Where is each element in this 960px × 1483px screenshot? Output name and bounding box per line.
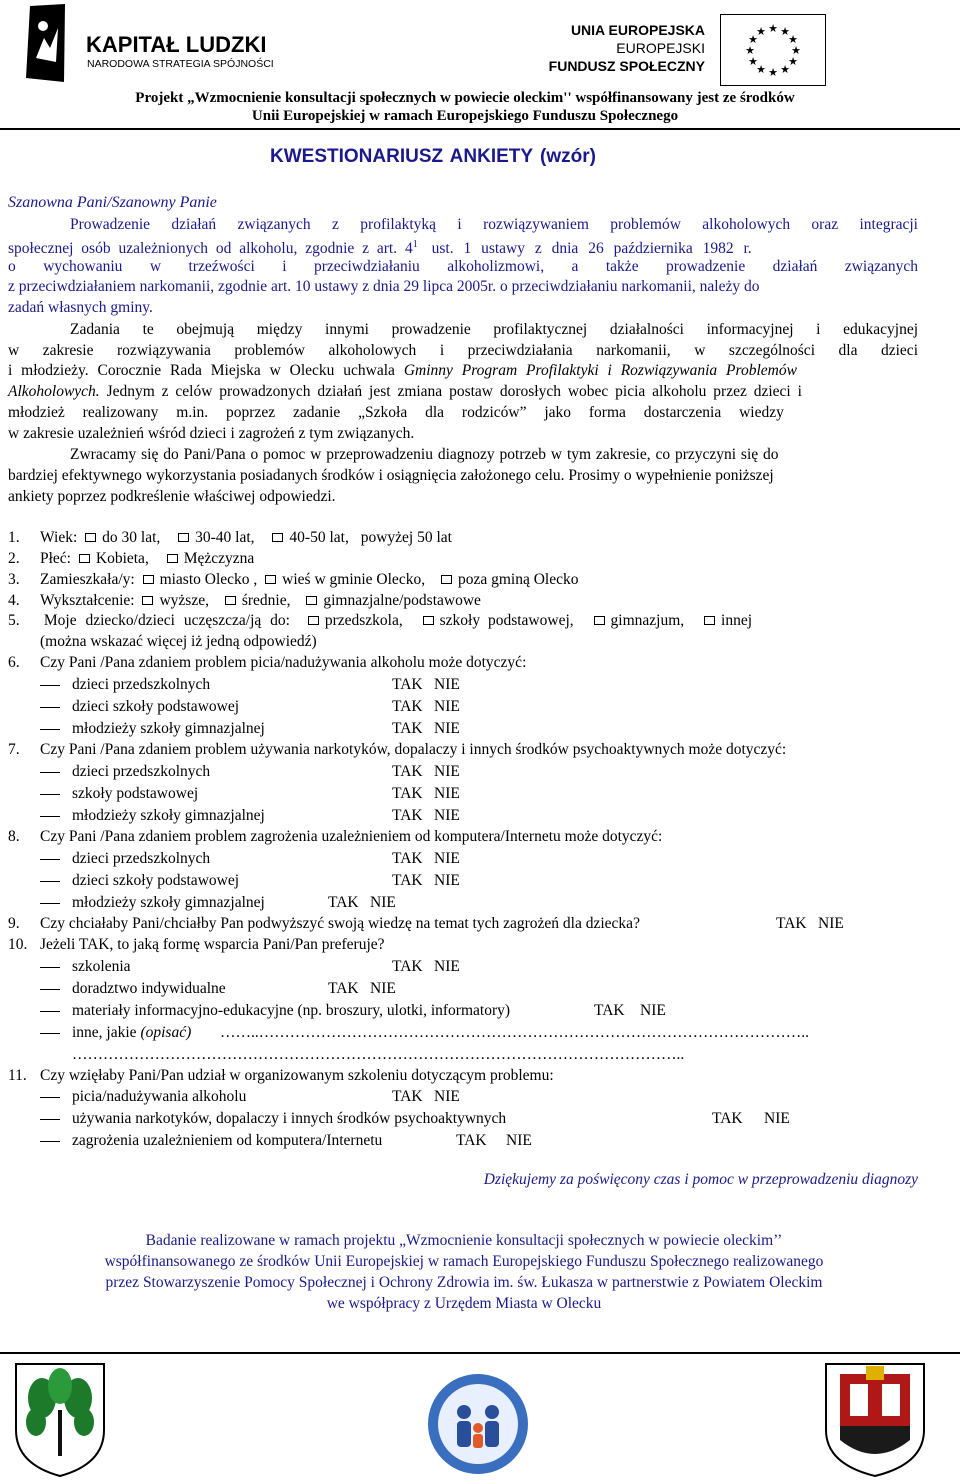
intro-p2-line-5: młodzież realizowany m.in. poprzez zadanie „Szkoła dla rodziców” jako forma dostarczenia wiedzy <box>8 404 784 421</box>
checkbox-age-under-30[interactable] <box>85 533 96 542</box>
intro-line-2: społecznej osób uzależnionych od alkoholu, zgodnie z art. $4^1$ ust. 1 ustawy z dnia 26 października 1982 r. <box>8 239 752 258</box>
q10-item-2: doradztwo indywidualne <box>72 980 226 997</box>
dash-icon <box>40 989 60 990</box>
svg-text:★: ★ <box>756 25 766 38</box>
checkbox-age-40-50[interactable] <box>272 533 283 542</box>
checkbox-city-olecko[interactable] <box>143 575 154 584</box>
q7-item-3: młodzieży szkoły gimnazjalnej <box>72 807 265 824</box>
question-2: 2. Płeć: Kobieta, Mężczyzna <box>8 550 255 567</box>
q10-other-input-line-1[interactable]: ……..…………………………………………………………………………………………….. <box>220 1024 809 1041</box>
q6-item-3: młodzieży szkoły gimnazjalnej <box>72 720 265 737</box>
checkbox-kindergarten[interactable] <box>308 616 319 625</box>
dash-icon <box>40 1119 60 1120</box>
question-5: 5. Moje dziecko/dzieci uczęszcza/ją do: przedszkola, szkoły podstawowej, gimnazjum, innej <box>8 612 753 629</box>
q7-item-3-answers[interactable]: TAK NIE <box>392 807 460 824</box>
q10-item-1-answers[interactable]: TAK NIE <box>392 958 460 975</box>
thanks-note: Dziękujemy za poświęcony czas i pomoc w przeprowadzeniu diagnozy <box>483 1171 918 1188</box>
q6-item-2: dzieci szkoły podstawowej <box>72 698 240 715</box>
dash-icon <box>40 1097 60 1098</box>
checkbox-age-30-40[interactable] <box>178 533 189 542</box>
checkbox-primary-school[interactable] <box>423 616 434 625</box>
intro-p2-line-4: Alkoholowych. Jednym z celów prowadzonych działań jest zmiana postaw dorosłych wobec picia alkoholu przez dzieci i <box>8 383 802 400</box>
checkbox-female[interactable] <box>79 554 90 563</box>
checkbox-basic-education[interactable] <box>306 596 317 605</box>
intro-p2-line-3: i młodzieży. Corocznie Rada Miejska w Olecku uchwala Gminny Program Profilaktyki i Rozwiązywania Problemów <box>8 362 797 379</box>
question-5-note: (można wskazać więcej iż jedną odpowiedź) <box>40 633 317 650</box>
q7-item-1: dzieci przedszkolnych <box>72 763 211 780</box>
svg-text:★: ★ <box>788 55 798 68</box>
intro-p3-line-2: bardziej efektywnego wykorzystania posiadanych środków i osiągnięcia założonego celu. Prosimy o wypełnienie poniższej <box>8 467 774 484</box>
q7-item-2: szkoły podstawowej <box>72 785 199 802</box>
checkbox-junior-high[interactable] <box>594 616 605 625</box>
q11-item-2-answers[interactable]: TAK NIE <box>712 1110 790 1127</box>
dash-icon <box>40 1033 60 1034</box>
footer-line-3: przez Stowarzyszenie Pomocy Społecznej i Ochrony Zdrowia im. św. Łukasza w partnerstwie z Powiatem Oleckim <box>105 1274 823 1291</box>
question-1: 1. Wiek: do 30 lat, 30-40 lat, 40-50 lat, powyżej 50 lat <box>8 529 452 546</box>
dash-icon <box>40 1141 60 1142</box>
intro-line-1: Prowadzenie działań związanych z profilaktyką i rozwiązywaniem problemów alkoholowych oraz integracji <box>70 216 918 233</box>
intro-line-3: o wychowaniu w trzeźwości i przeciwdziałaniu alkoholizmowi, a także prowadzenie działań związanych <box>8 258 918 275</box>
checkbox-outside-olecko[interactable] <box>441 575 452 584</box>
q6-item-3-answers[interactable]: TAK NIE <box>392 720 460 737</box>
q10-item-1: szkolenia <box>72 958 131 975</box>
q6-item-1-answers[interactable]: TAK NIE <box>392 676 460 693</box>
q10-other-input-line-2[interactable]: ……………………………………………………………………………………………………….. <box>72 1046 685 1063</box>
olecko-coat-of-arms-icon <box>820 1360 930 1478</box>
checkbox-secondary-education[interactable] <box>225 596 236 605</box>
svg-text:★: ★ <box>788 33 798 46</box>
question-11: 11. Czy wzięłaby Pani/Pan udział w organizowanym szkoleniu dotyczącym problemu: <box>8 1067 554 1084</box>
dash-icon <box>40 816 60 817</box>
q10-item-4: inne, jakie (opisać) <box>72 1024 192 1041</box>
svg-text:★: ★ <box>768 66 778 79</box>
question-3: 3. Zamieszkała/y: miasto Olecko , wieś w gminie Olecko, poza gminą Olecko <box>8 571 579 588</box>
dash-icon <box>40 794 60 795</box>
intro-p2-line-6: w zakresie uzależnień wśród dzieci i zagrożeń z tym związanych. <box>8 425 415 442</box>
q11-item-3-answers[interactable]: TAK NIE <box>456 1132 532 1149</box>
svg-text:★: ★ <box>780 25 790 38</box>
q8-item-2: dzieci szkoły podstawowej <box>72 872 240 889</box>
dash-icon <box>40 685 60 686</box>
project-line-2: Unii Europejskiej w ramach Europejskiego Funduszu Społecznego <box>251 108 679 124</box>
q7-item-2-answers[interactable]: TAK NIE <box>392 785 460 802</box>
q8-item-3-answers[interactable]: TAK NIE <box>328 894 396 911</box>
header-divider <box>0 128 960 130</box>
q6-item-2-answers[interactable]: TAK NIE <box>392 698 460 715</box>
svg-text:★: ★ <box>745 44 755 57</box>
eu-logo <box>548 14 826 86</box>
q8-item-1: dzieci przedszkolnych <box>72 850 211 867</box>
q10-item-3-answers[interactable]: TAK NIE <box>594 1002 666 1019</box>
q6-item-1: dzieci przedszkolnych <box>72 676 211 693</box>
svg-text:★: ★ <box>748 55 758 68</box>
svg-text:★: ★ <box>756 63 766 76</box>
question-6: 6. Czy Pani /Pana zdaniem problem picia/nadużywania alkoholu może dotyczyć: <box>8 654 527 671</box>
footer-divider <box>0 1352 960 1354</box>
eu-logo-line3: FUNDUSZ SPOŁECZNY <box>548 58 705 74</box>
dash-icon <box>40 707 60 708</box>
intro-line-5: zadań własnych gminy. <box>8 299 153 316</box>
q10-item-3: materiały informacyjno-edukacyjne (np. broszury, ulotki, informatory) <box>72 1002 511 1019</box>
eu-logo-line2: EUROPEJSKI <box>616 40 705 56</box>
question-7: 7. Czy Pani /Pana zdaniem problem używania narkotyków, dopalaczy i innych środków psychoaktywnych może dotyczyć: <box>8 741 787 758</box>
project-line-1: Projekt „Wzmocnienie konsultacji społecznych w powiecie oleckim'' współfinansowany jest ze środków <box>135 90 795 106</box>
dash-icon <box>40 729 60 730</box>
q8-item-3: młodzieży szkoły gimnazjalnej <box>72 894 265 911</box>
dash-icon <box>40 881 60 882</box>
question-9: 9. Czy chciałaby Pani/chciałby Pan podwyższyć swoją wiedzę na temat tych zagrożeń dla dziecka? <box>8 915 640 932</box>
q10-item-2-answers[interactable]: TAK NIE <box>328 980 396 997</box>
intro-p2-line-1: Zadania te obejmują między innymi prowadzenie profilaktycznej działalności informacyjnej i edukacyjnej <box>70 321 918 338</box>
page-title: KWESTIONARIUSZ ANKIETY (wzór) <box>270 146 596 167</box>
checkbox-male[interactable] <box>167 554 178 563</box>
question-8: 8. Czy Pani /Pana zdaniem problem zagrożenia uzależnieniem od komputera/Internetu może dotyczyć: <box>8 828 663 845</box>
kapital-ludzki-title: KAPITAŁ LUDZKI <box>86 32 267 57</box>
dash-icon <box>40 967 60 968</box>
footer-line-2: współfinansowanego ze środków Unii Europejskiej w ramach Europejskiego Funduszu Społecznego realizowanego <box>104 1253 824 1270</box>
question-10: 10. Jeżeli TAK, to jaką formę wsparcia Pani/Pan preferuje? <box>8 936 385 953</box>
salutation: Szanowna Pani/Szanowny Panie <box>8 194 217 211</box>
footer-line-4: we współpracy z Urzędem Miasta w Olecku <box>326 1295 602 1312</box>
intro-p2-line-2: w zakresie rozwiązywania problemów alkoholowych i przeciwdziałania narkomanii, w szczególności dla dzieci <box>8 342 918 359</box>
kapital-ludzki-logo <box>20 4 274 86</box>
dash-icon <box>40 903 60 904</box>
intro-p3-line-3: ankiety poprzez podkreślenie właściwej odpowiedzi. <box>8 488 336 505</box>
checkbox-higher-education[interactable] <box>142 596 153 605</box>
svg-text:★: ★ <box>791 44 801 57</box>
q8-item-2-answers[interactable]: TAK NIE <box>392 872 460 889</box>
checkbox-village-olecko[interactable] <box>265 575 276 584</box>
dash-icon <box>40 1011 60 1012</box>
szkola-dla-rodzicow-logo-icon <box>422 1370 534 1478</box>
q11-item-1-answers[interactable]: TAK NIE <box>392 1088 460 1105</box>
svg-text:★: ★ <box>780 63 790 76</box>
intro-line-4: z przeciwdziałaniem narkomanii, zgodnie art. 10 ustawy z dnia 29 lipca 2005r. o przeciwdziałaniu narkomanii, należy do <box>8 278 760 295</box>
q11-item-3: zagrożenia uzależnieniem od komputera/Internetu <box>72 1132 383 1149</box>
q11-item-2: używania narkotyków, dopalaczy i innych środków psychoaktywnych <box>72 1110 507 1127</box>
q8-item-1-answers[interactable]: TAK NIE <box>392 850 460 867</box>
q9-answers[interactable]: TAK NIE <box>776 915 844 932</box>
kapital-ludzki-emblem-icon <box>20 4 70 84</box>
kapital-ludzki-subtitle: NARODOWA STRATEGIA SPÓJNOŚCI <box>87 58 274 70</box>
svg-text:★: ★ <box>768 22 778 35</box>
eu-logo-line1: UNIA EUROPEJSKA <box>570 22 705 38</box>
checkbox-other-school[interactable] <box>704 616 715 625</box>
dash-icon <box>40 859 60 860</box>
q11-item-1: picia/nadużywania alkoholu <box>72 1088 247 1105</box>
question-4: 4. Wykształcenie: wyższe, średnie, gimnazjalne/podstawowe <box>8 592 481 609</box>
q7-item-1-answers[interactable]: TAK NIE <box>392 763 460 780</box>
svg-text:★: ★ <box>748 33 758 46</box>
powiat-coat-of-arms-icon <box>10 1360 110 1478</box>
eu-flag-icon <box>720 14 826 86</box>
footer-line-1: Badanie realizowane w ramach projektu „Wzmocnienie konsultacji społecznych w powiecie oleckim’’ <box>145 1232 783 1249</box>
intro-p3-line-1: Zwracamy się do Pani/Pana o pomoc w przeprowadzeniu diagnozy potrzeb w tym zakresie, co przyczyni się do <box>70 446 779 463</box>
dash-icon <box>40 772 60 773</box>
